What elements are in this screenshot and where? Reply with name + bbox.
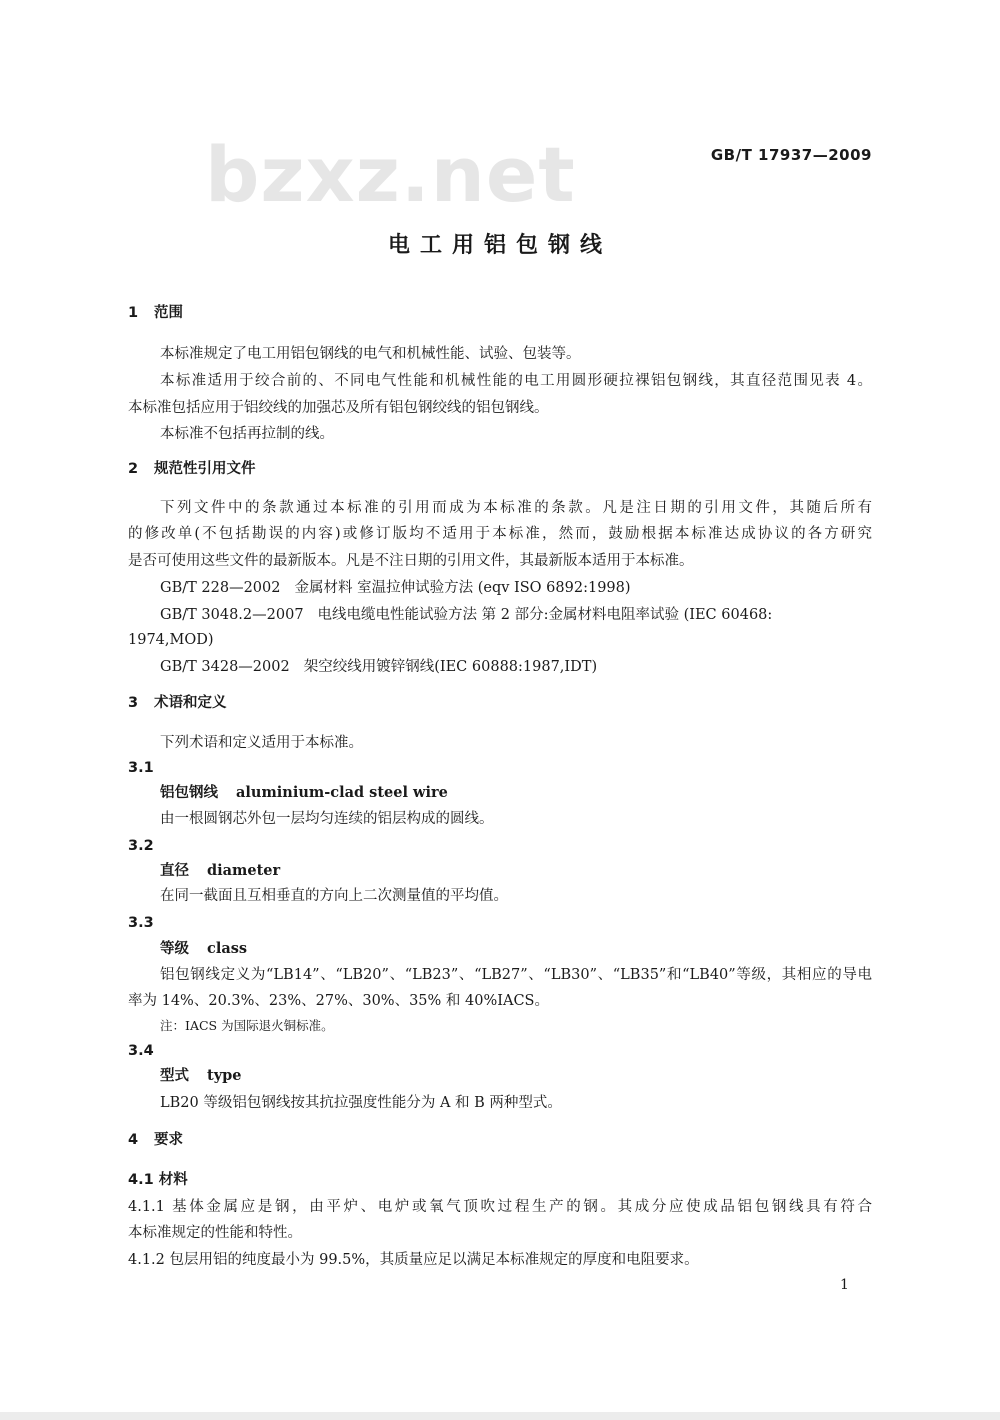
reference-title: 电线电缆电性能试验方法 第 2 部分:金属材料电阻率试验 (IEC 60468: — [317, 607, 773, 623]
term-heading — [160, 1066, 872, 1086]
section-1-para-2-line-2: 本标准包括应用于铝绞线的加强芯及所有铝包钢绞线的铝包钢线。 — [128, 400, 549, 416]
section-2-number: 2 — [128, 461, 139, 477]
reference-title: 架空绞线用镀锌钢线(IEC 60888:1987,IDT) — [303, 659, 598, 675]
reference-item-continuation: 1974,MOD) — [128, 632, 214, 648]
term-note: 注：IACS 为国际退火铜标准。 — [160, 1018, 334, 1033]
term-number: 3.4 — [128, 1043, 154, 1059]
term-en: diameter — [207, 862, 281, 879]
section-3-number: 3 — [128, 695, 139, 711]
section-2-para-line-1: 下列文件中的条款通过本标准的引用而成为本标准的条款。凡是注日期的引用文件，其随后所有 — [160, 500, 872, 516]
reference-code: GB/T 3428—2002 — [160, 659, 290, 675]
term-definition: LB20 等级铝包钢线按其抗拉强度性能分为 A 和 B 两种型式。 — [160, 1095, 562, 1111]
reference-item — [160, 605, 872, 625]
reference-title: 金属材料 室温拉伸试验方法 (eqv ISO 6892:1998) — [294, 580, 631, 596]
term-definition: 在同一截面且互相垂直的方向上二次测量值的平均值。 — [160, 888, 508, 904]
clause-4-1-2: 4.1.2 包层用铝的纯度最小为 99.5%，其质量应足以满足本标准规定的厚度和电阻要求。 — [128, 1252, 699, 1268]
section-2-title: 规范性引用文件 — [154, 461, 256, 477]
reference-code: GB/T 228—2002 — [160, 580, 281, 596]
term-en: aluminium-clad steel wire — [236, 784, 448, 801]
term-definition-line-2: 率为 14%、20.3%、23%、27%、30%、35% 和 40%IACS。 — [128, 993, 549, 1009]
page-bottom-edge — [0, 1412, 1000, 1420]
clause-4-1-1-line-2: 本标准规定的性能和特性。 — [128, 1225, 302, 1241]
term-definition-line-1: 铝包钢线定义为“LB14”、“LB20”、“LB23”、“LB27”、“LB30”、“LB35”和“LB40”等级，其相应的导电 — [160, 967, 872, 983]
section-1-heading — [128, 303, 872, 323]
term-heading — [160, 861, 872, 881]
term-zh: 直径 — [160, 863, 189, 879]
section-1-para-2-line-1: 本标准适用于绞合前的、不同电气性能和机械性能的电工用圆形硬拉裸铝包钢线，其直径范围见表 4。 — [160, 373, 872, 389]
subsection-4-1: 4.1 材料 — [128, 1172, 188, 1188]
reference-item — [160, 657, 872, 677]
section-2-para-line-3: 是否可使用这些文件的最新版本。凡是不注日期的引用文件，其最新版本适用于本标准。 — [128, 553, 694, 569]
term-heading — [160, 939, 872, 959]
term-en: class — [207, 940, 248, 957]
section-4-number: 4 — [128, 1132, 139, 1148]
reference-item — [160, 578, 872, 598]
watermark: bzxz.net — [205, 130, 576, 219]
term-heading — [160, 783, 872, 803]
term-zh: 等级 — [160, 941, 189, 957]
term-number: 3.2 — [128, 838, 154, 854]
section-1-title: 范围 — [154, 305, 183, 321]
section-4-heading — [128, 1130, 872, 1150]
section-1-number: 1 — [128, 305, 139, 321]
term-zh: 型式 — [160, 1068, 189, 1084]
section-1-para-1: 本标准规定了电工用铝包钢线的电气和机械性能、试验、包装等。 — [160, 346, 581, 362]
section-4-title: 要求 — [154, 1132, 183, 1148]
term-number: 3.1 — [128, 760, 154, 776]
clause-4-1-1-line-1: 4.1.1 基体金属应是钢，由平炉、电炉或氧气顶吹过程生产的钢。其成分应使成品铝包钢线具有符合 — [128, 1199, 872, 1215]
section-1-para-3: 本标准不包括再拉制的线。 — [160, 426, 334, 442]
section-2-heading — [128, 459, 872, 479]
page-title: 电工用铝包钢线 — [387, 233, 612, 258]
term-number: 3.3 — [128, 915, 154, 931]
section-3-heading — [128, 693, 872, 713]
section-3-intro: 下列术语和定义适用于本标准。 — [160, 735, 363, 751]
term-en: type — [207, 1067, 242, 1084]
term-zh: 铝包钢线 — [160, 785, 218, 801]
term-definition: 由一根圆钢芯外包一层均匀连续的铝层构成的圆线。 — [160, 811, 494, 827]
page-number: 1 — [840, 1277, 849, 1293]
section-2-para-line-2: 的修改单(不包括勘误的内容)或修订版均不适用于本标准，然而，鼓励根据本标准达成协议的各方研究 — [128, 526, 872, 542]
section-3-title: 术语和定义 — [154, 695, 227, 711]
reference-code: GB/T 3048.2—2007 — [160, 607, 304, 623]
standard-code: GB/T 17937—2009 — [710, 146, 872, 164]
